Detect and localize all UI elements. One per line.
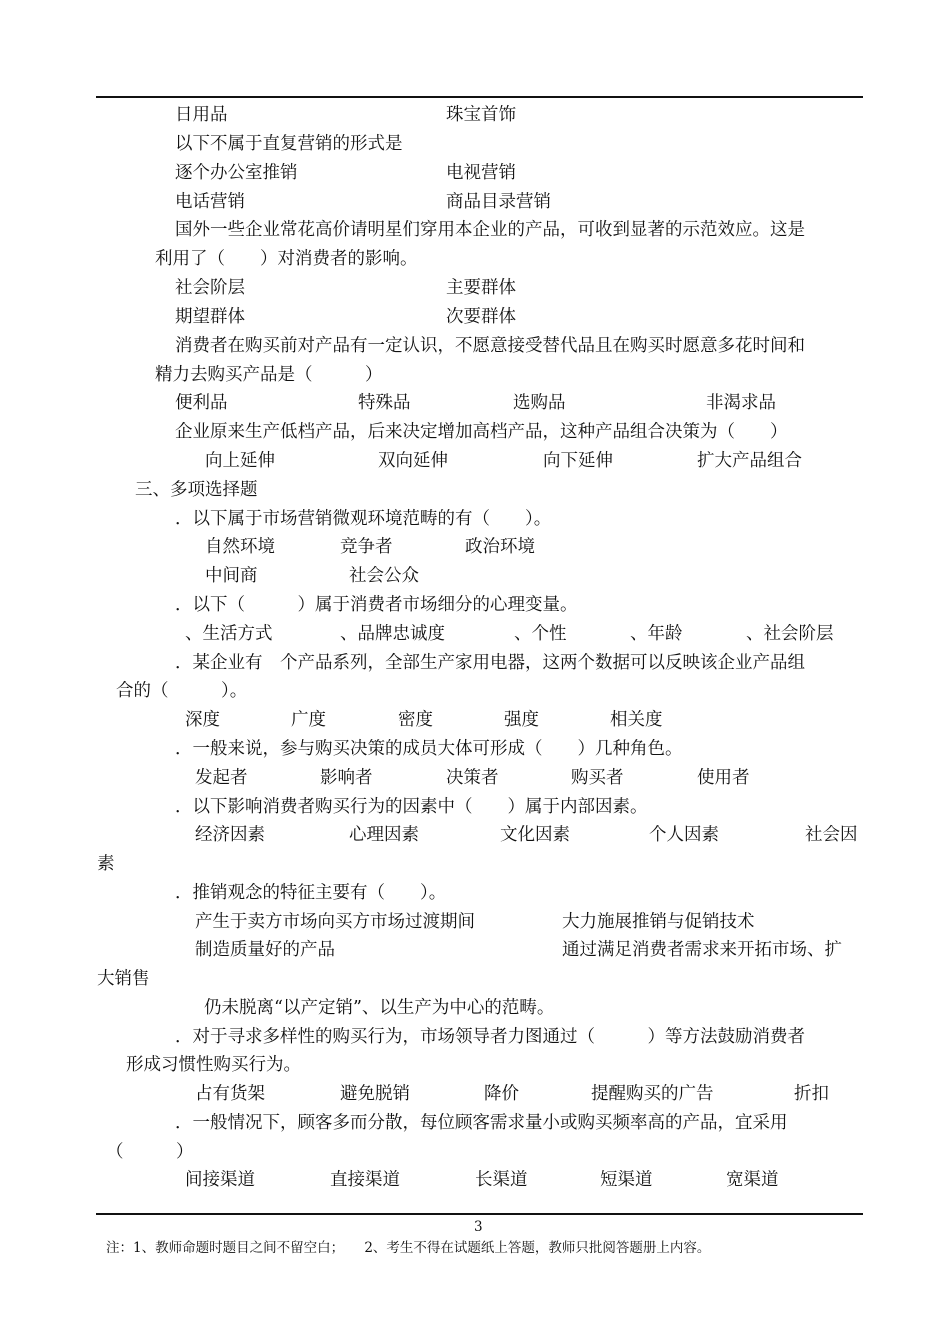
text-line: 主要群体 — [446, 278, 516, 298]
text-line: ．一般来说，参与购买决策的成员大体可形成（ ）几种角色。 — [175, 739, 683, 759]
text-line: 使用者 — [697, 768, 750, 788]
text-line: 商品目录营销 — [446, 192, 551, 212]
text-line: 企业原来生产低档产品，后来决定增加高档产品，这种产品组合决策为（ ） — [175, 422, 788, 442]
text-line: ．对于寻求多样性的购买行为，市场领导者力图通过（ ）等方法鼓励消费者 — [175, 1027, 805, 1047]
text-line: 电视营销 — [446, 163, 516, 183]
text-line: 长渠道 — [475, 1170, 528, 1190]
text-line: 中间商 — [205, 566, 258, 586]
text-line: 经济因素 — [195, 825, 265, 845]
text-line: 竞争者 — [340, 537, 393, 557]
text-line: 提醒购买的广告 — [591, 1084, 714, 1104]
text-line: 、年龄 — [630, 624, 683, 644]
text-line: 折扣 — [794, 1084, 829, 1104]
text-line: 大销售 — [97, 969, 150, 989]
text-line: ．以下影响消费者购买行为的因素中（ ）属于内部因素。 — [175, 797, 648, 817]
text-line: 社会公众 — [349, 566, 419, 586]
text-line: 形成习惯性购买行为。 — [126, 1055, 301, 1075]
text-line: 期望群体 — [175, 307, 245, 327]
text-line: 双向延伸 — [378, 451, 448, 471]
text-line: 便利品 — [175, 393, 228, 413]
page-number: 3 — [474, 1219, 483, 1235]
text-line: 购买者 — [571, 768, 624, 788]
text-line: ．推销观念的特征主要有（ ）。 — [175, 883, 447, 903]
text-line: 社会阶层 — [175, 278, 245, 298]
footer-note: 注：1、教师命题时题目之间不留空白； 2、考生不得在试题纸上答题，教师只批阅答题册上内容。 — [106, 1240, 711, 1256]
text-line: 短渠道 — [600, 1170, 653, 1190]
text-line: 逐个办公室推销 — [175, 163, 298, 183]
text-line: 电话营销 — [175, 192, 245, 212]
text-line: 影响者 — [320, 768, 373, 788]
text-line: 次要群体 — [446, 307, 516, 327]
text-line: 文化因素 — [500, 825, 570, 845]
text-line: 大力施展推销与促销技术 — [562, 912, 755, 932]
text-line: 降价 — [484, 1084, 519, 1104]
text-line: 自然环境 — [205, 537, 275, 557]
text-line: 、品牌忠诚度 — [340, 624, 445, 644]
text-line: 避免脱销 — [340, 1084, 410, 1104]
text-line: 国外一些企业常花高价请明星们穿用本企业的产品，可收到显著的示范效应。这是 — [175, 220, 805, 240]
text-line: 、社会阶层 — [746, 624, 834, 644]
text-line: 直接渠道 — [330, 1170, 400, 1190]
text-line: 合的（ ）。 — [116, 681, 248, 701]
text-line: 密度 — [398, 710, 433, 730]
text-line: ．一般情况下，顾客多而分散，每位顾客需求量小或购买频率高的产品，宜采用 — [175, 1113, 788, 1133]
text-line: 政治环境 — [465, 537, 535, 557]
text-line: 宽渠道 — [726, 1170, 779, 1190]
text-line: 通过满足消费者需求来开拓市场、扩 — [562, 940, 842, 960]
text-line: 、个性 — [514, 624, 567, 644]
text-line: 产生于卖方市场向买方市场过渡期间 — [195, 912, 475, 932]
text-line: ．某企业有 个产品系列，全部生产家用电器，这两个数据可以反映该企业产品组 — [175, 653, 805, 673]
text-line: 广度 — [291, 710, 326, 730]
header-rule — [96, 96, 863, 98]
text-line: 强度 — [504, 710, 539, 730]
text-line: 决策者 — [446, 768, 499, 788]
text-line: 精力去购买产品是（ ） — [155, 365, 383, 385]
text-line: 仍未脱离“以产定销”、以生产为中心的范畴。 — [204, 998, 555, 1018]
text-line: 、生活方式 — [185, 624, 273, 644]
text-line: 以下不属于直复营销的形式是 — [175, 134, 403, 154]
text-line: 发起者 — [195, 768, 248, 788]
footer-rule — [96, 1213, 863, 1215]
text-line: 三、多项选择题 — [135, 480, 258, 500]
text-line: 向上延伸 — [205, 451, 275, 471]
text-line: 消费者在购买前对产品有一定认识，不愿意接受替代品且在购买时愿意多花时间和 — [175, 336, 805, 356]
text-line: 特殊品 — [358, 393, 411, 413]
text-line: 心理因素 — [349, 825, 419, 845]
text-line: 间接渠道 — [185, 1170, 255, 1190]
text-line: 深度 — [185, 710, 220, 730]
text-line: 占有货架 — [195, 1084, 265, 1104]
text-line: 非渴求品 — [706, 393, 776, 413]
text-line: 扩大产品组合 — [697, 451, 802, 471]
text-line: 日用品 — [175, 105, 228, 125]
text-line: 向下延伸 — [543, 451, 613, 471]
text-line: 素 — [97, 854, 115, 874]
text-line: 制造质量好的产品 — [195, 940, 335, 960]
text-line: 利用了（ ）对消费者的影响。 — [155, 249, 418, 269]
text-line: （ ） — [106, 1142, 194, 1162]
text-line: ．以下（ ）属于消费者市场细分的心理变量。 — [175, 595, 578, 615]
text-line: 社会因 — [805, 825, 858, 845]
text-line: 珠宝首饰 — [446, 105, 516, 125]
text-line: 选购品 — [513, 393, 566, 413]
text-line: 个人因素 — [649, 825, 719, 845]
text-line: ．以下属于市场营销微观环境范畴的有（ ）。 — [175, 509, 552, 529]
text-line: 相关度 — [610, 710, 663, 730]
